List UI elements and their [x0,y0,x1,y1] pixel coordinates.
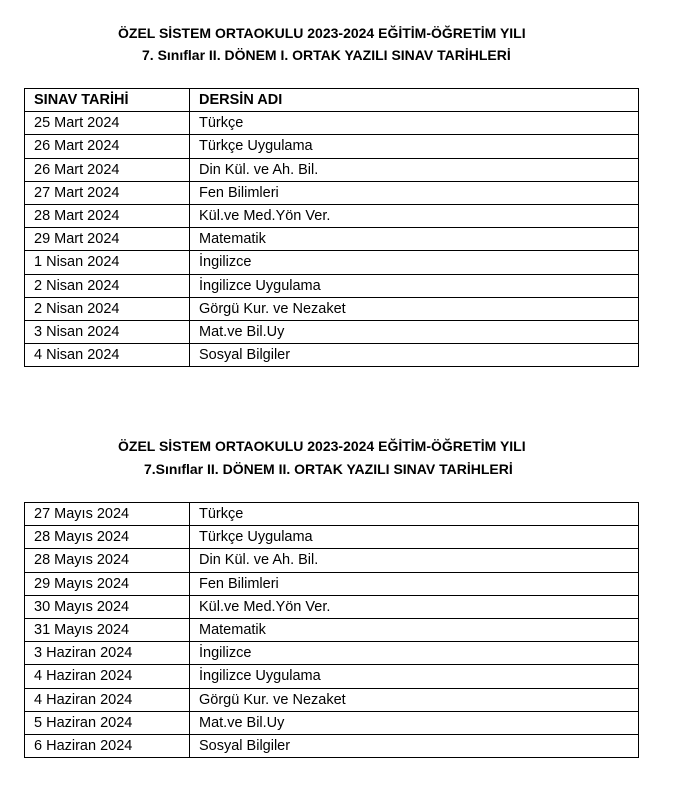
exam-date-cell: 31 Mayıs 2024 [25,618,190,641]
subject-cell: Görgü Kur. ve Nezaket [190,688,639,711]
exam-date-cell: 2 Nisan 2024 [25,274,190,297]
table-row [25,642,639,665]
subject-cell: Din Kül. ve Ah. Bil. [190,549,639,572]
exam-date-cell: 4 Haziran 2024 [25,688,190,711]
term1-title-line1: ÖZEL SİSTEM ORTAOKULU 2023-2024 EĞİTİM-ÖĞRETİM YILI [118,25,526,41]
subject-cell: Sosyal Bilgiler [190,734,639,757]
exam-date-cell: 6 Haziran 2024 [25,734,190,757]
table-row [25,181,639,204]
term2-title-line1: ÖZEL SİSTEM ORTAOKULU 2023-2024 EĞİTİM-ÖĞRETİM YILI [118,438,526,454]
table-row [25,228,639,251]
exam-date-cell: 3 Nisan 2024 [25,320,190,343]
subject-cell: Kül.ve Med.Yön Ver. [190,595,639,618]
exam-date-cell: 5 Haziran 2024 [25,711,190,734]
table-row [25,618,639,641]
subject-cell: İngilizce [190,251,639,274]
exam-date-cell: 28 Mayıs 2024 [25,549,190,572]
term1-exam-table [24,88,639,367]
table-row [25,320,639,343]
exam-date-cell: 3 Haziran 2024 [25,642,190,665]
exam-date-cell: 29 Mart 2024 [25,228,190,251]
exam-date-cell: 27 Mart 2024 [25,181,190,204]
subject-cell: Türkçe Uygulama [190,526,639,549]
term1-table-body [25,112,639,367]
table-row [25,711,639,734]
exam-date-cell: 29 Mayıs 2024 [25,572,190,595]
term1-title-line2: 7. Sınıflar II. DÖNEM I. ORTAK YAZILI SINAV TARİHLERİ [142,47,511,63]
table-row [25,251,639,274]
table-row [25,204,639,227]
table-row [25,112,639,135]
subject-cell: İngilizce Uygulama [190,274,639,297]
subject-cell: Din Kül. ve Ah. Bil. [190,158,639,181]
table-row [25,503,639,526]
subject-cell: Sosyal Bilgiler [190,344,639,367]
header-subject-name: DERSİN ADI [190,89,639,112]
exam-date-cell: 26 Mart 2024 [25,135,190,158]
table-row [25,688,639,711]
subject-cell: İngilizce Uygulama [190,665,639,688]
table-row [25,549,639,572]
term2-title-line2: 7.Sınıflar II. DÖNEM II. ORTAK YAZILI SINAV TARİHLERİ [144,461,513,477]
exam-date-cell: 27 Mayıs 2024 [25,503,190,526]
table-row [25,274,639,297]
exam-date-cell: 4 Nisan 2024 [25,344,190,367]
subject-cell: Matematik [190,228,639,251]
subject-cell: Fen Bilimleri [190,572,639,595]
table-header-row [25,89,639,112]
subject-cell: Fen Bilimleri [190,181,639,204]
exam-date-cell: 25 Mart 2024 [25,112,190,135]
term2-exam-table [24,502,639,758]
subject-cell: Türkçe [190,503,639,526]
exam-date-cell: 2 Nisan 2024 [25,297,190,320]
subject-cell: Türkçe Uygulama [190,135,639,158]
exam-date-cell: 28 Mayıs 2024 [25,526,190,549]
table-row [25,526,639,549]
table-row [25,158,639,181]
table-row [25,595,639,618]
table-row [25,135,639,158]
subject-cell: Kül.ve Med.Yön Ver. [190,204,639,227]
exam-date-cell: 28 Mart 2024 [25,204,190,227]
subject-cell: Mat.ve Bil.Uy [190,320,639,343]
subject-cell: Matematik [190,618,639,641]
table-row [25,665,639,688]
table-row [25,297,639,320]
exam-date-cell: 4 Haziran 2024 [25,665,190,688]
table-row [25,344,639,367]
subject-cell: İngilizce [190,642,639,665]
subject-cell: Mat.ve Bil.Uy [190,711,639,734]
term2-table-body [25,503,639,758]
subject-cell: Görgü Kur. ve Nezaket [190,297,639,320]
header-exam-date: SINAV TARİHİ [25,89,190,112]
exam-date-cell: 30 Mayıs 2024 [25,595,190,618]
exam-date-cell: 1 Nisan 2024 [25,251,190,274]
subject-cell: Türkçe [190,112,639,135]
exam-date-cell: 26 Mart 2024 [25,158,190,181]
table-row [25,734,639,757]
table-row [25,572,639,595]
